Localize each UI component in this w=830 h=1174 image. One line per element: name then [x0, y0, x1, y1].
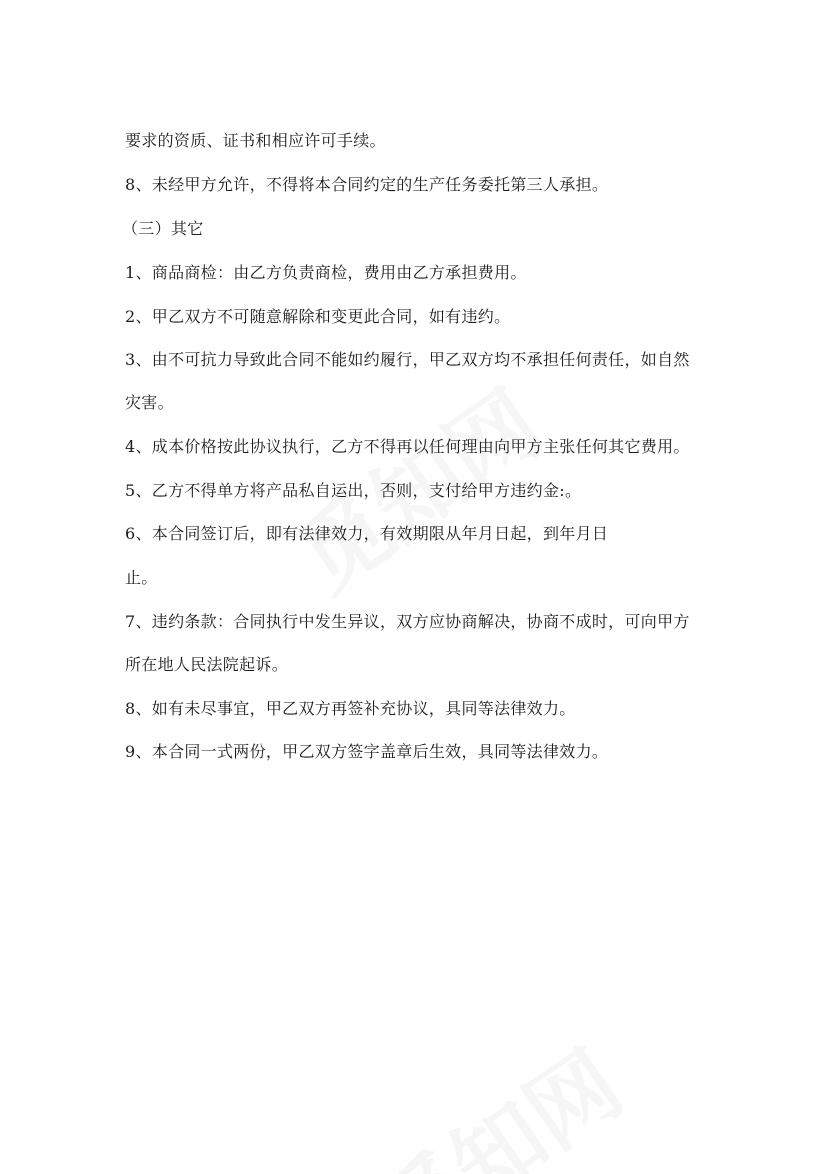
clause-8-supplement: 8、如有未尽事宜，甲乙双方再签补充协议，具同等法律效力。	[125, 699, 576, 718]
clause-7-continuation: 所在地人民法院起诉。	[125, 655, 289, 674]
clause-7-breach: 7、违约条款：合同执行中发生异议，双方应协商解决，协商不成时，可向甲方	[125, 612, 690, 631]
clause-3-force-majeure: 3、由不可抗力导致此合同不能如约履行，甲乙双方均不承担任何责任，如自然	[125, 350, 690, 369]
clause-2-termination: 2、甲乙双方不可随意解除和变更此合同，如有违约。	[125, 307, 511, 326]
clause-6-continuation: 止。	[125, 568, 158, 587]
clause-3-continuation: 灾害。	[125, 393, 174, 412]
clause-4-pricing: 4、成本价格按此协议执行，乙方不得再以任何理由向甲方主张任何其它费用。	[125, 437, 690, 456]
clause-1-inspection: 1、商品商检：由乙方负责商检，费用由乙方承担费用。	[125, 263, 527, 282]
clause-6-validity: 6、本合同签订后，即有法律效力，有效期限从年月日起，到年月日	[125, 524, 609, 543]
paragraph-line: 要求的资质、证书和相应许可手续。	[125, 131, 386, 150]
watermark	[347, 1014, 643, 1174]
clause-9-copies: 9、本合同一式两份，甲乙双方签字盖章后生效，具同等法律效力。	[125, 742, 609, 761]
clause-5-penalty: 5、乙方不得单方将产品私自运出，否则，支付给甲方违约金:。	[125, 481, 582, 500]
clause-8-outsourcing: 8、未经甲方允许，不得将本合同约定的生产任务委托第三人承担。	[125, 175, 609, 194]
section-heading-other: （三）其它	[122, 219, 204, 238]
